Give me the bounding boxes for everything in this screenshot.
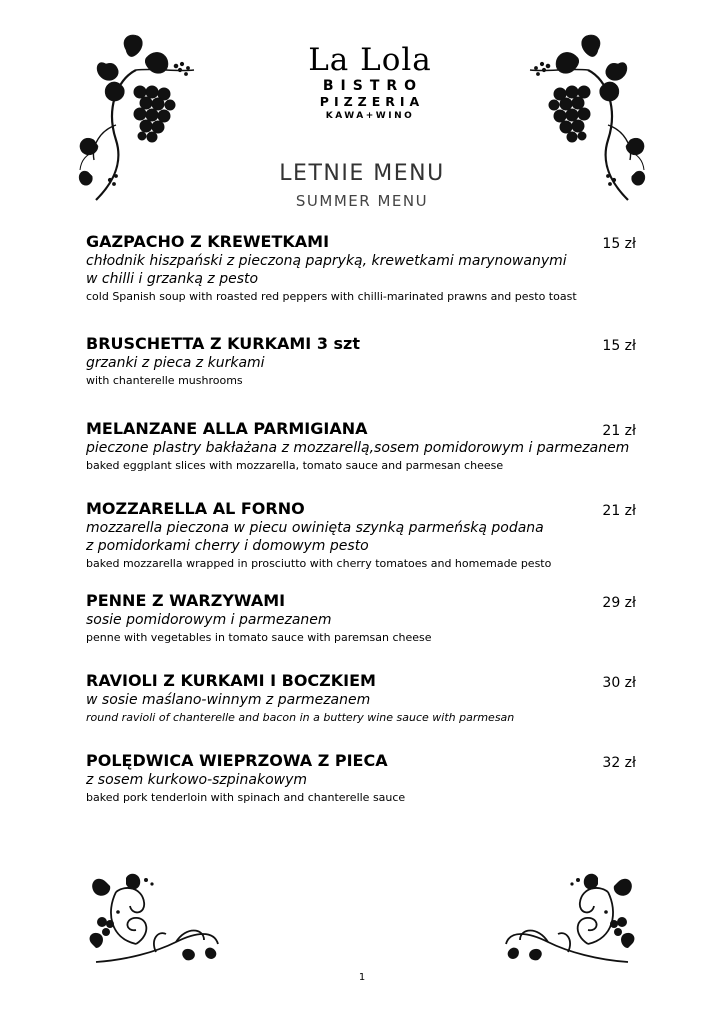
- floral-swirl-ornament-bottom-left-icon: [86, 872, 222, 968]
- logo-line-kawa-wino: KAWA+WINO: [325, 111, 415, 121]
- item-price: 15 zł: [602, 338, 636, 354]
- item-description-en: baked eggplant slices with mozzarella, tomato sauce and parmesan cheese: [86, 459, 504, 472]
- item-price: 30 zł: [602, 675, 636, 691]
- menu-item: [86, 751, 636, 805]
- bistro-logo: [300, 44, 440, 122]
- page-number: 1: [358, 972, 366, 983]
- menu-title: LETNIE MENU: [279, 161, 445, 186]
- logo-line-pizzeria: PIZZERIA: [319, 94, 425, 109]
- item-description-pl: sosie pomidorowym i parmezanem: [86, 612, 332, 628]
- menu-item: [86, 419, 636, 473]
- item-description-en: baked mozzarella wrapped in prosciutto with cherry tomatoes and homemade pesto: [86, 557, 552, 570]
- item-name: BRUSCHETTA Z KURKAMI 3 szt: [86, 334, 361, 353]
- item-name: PENNE Z WARZYWAMI: [86, 591, 286, 610]
- item-price: 15 zł: [602, 236, 636, 252]
- item-description-pl: w chilli i grzanką z pesto: [86, 271, 259, 287]
- item-description-en: cold Spanish soup with roasted red peppers with chilli-marinated prawns and pesto toast: [86, 290, 577, 303]
- grapevine-ornament-top-right-icon: [520, 30, 648, 208]
- menu-item: [86, 671, 636, 725]
- item-description-pl: grzanki z pieca z kurkami: [86, 355, 265, 371]
- item-price: 21 zł: [602, 423, 636, 439]
- item-description-pl: mozzarella pieczona w piecu owinięta szynką parmeńską podana: [86, 520, 544, 536]
- item-price: 21 zł: [602, 503, 636, 519]
- item-description-pl: pieczone plastry bakłażana z mozzarellą,sosem pomidorowym i parmezanem: [86, 440, 630, 456]
- menu-item: [86, 232, 636, 304]
- grapevine-ornament-top-left-icon: [76, 30, 204, 208]
- logo-line-bistro: BISTRO: [322, 78, 424, 94]
- item-description-en: penne with vegetables in tomato sauce with paremsan cheese: [86, 631, 432, 644]
- item-name: GAZPACHO Z KREWETKAMI: [86, 232, 330, 251]
- item-name: RAVIOLI Z KURKAMI I BOCZKIEM: [86, 671, 376, 690]
- item-description-en: round ravioli of chanterelle and bacon in a buttery wine sauce with parmesan: [86, 711, 515, 724]
- logo-script-name: La Lola: [308, 42, 432, 78]
- menu-item: [86, 591, 636, 645]
- floral-swirl-ornament-bottom-right-icon: [502, 872, 638, 968]
- item-name: POLĘDWICA WIEPRZOWA Z PIECA: [86, 751, 388, 770]
- menu-item: [86, 334, 636, 388]
- item-description-pl: chłodnik hiszpański z pieczoną papryką, krewetkami marynowanymi: [86, 253, 567, 269]
- item-description-en: baked pork tenderloin with spinach and chanterelle sauce: [86, 791, 406, 804]
- item-description-pl: z sosem kurkowo-szpinakowym: [86, 772, 308, 788]
- item-price: 29 zł: [602, 595, 636, 611]
- item-description-en: with chanterelle mushrooms: [86, 374, 243, 387]
- item-name: MOZZARELLA AL FORNO: [86, 499, 305, 518]
- item-price: 32 zł: [602, 755, 636, 771]
- item-description-pl: w sosie maślano-winnym z parmezanem: [86, 692, 371, 708]
- menu-subtitle: SUMMER MENU: [295, 192, 429, 210]
- menu-item: [86, 499, 636, 571]
- item-description-pl: z pomidorkami cherry i domowym pesto: [86, 538, 369, 554]
- item-name: MELANZANE ALLA PARMIGIANA: [86, 419, 368, 438]
